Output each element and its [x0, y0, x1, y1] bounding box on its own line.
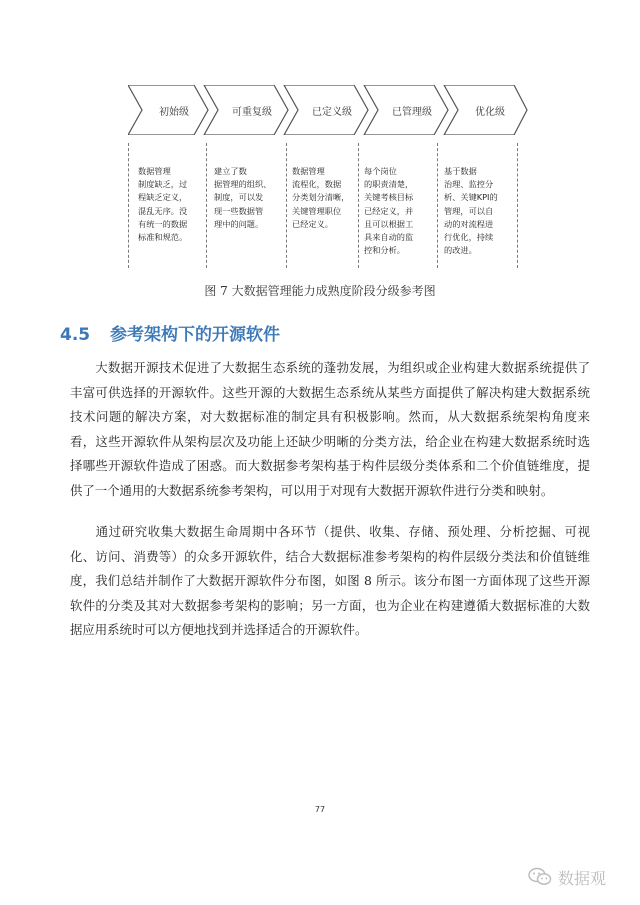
column-divider: [437, 143, 438, 268]
stage-description-managed: 每个岗位 的职责清楚， 关键考核目标 已经定义，并 且可以根据工 具来自动的监 控和分析。: [364, 166, 414, 256]
stage-description-optimizing: 基于数据 治理、监控分 析、关键KPI的 管理，可以自 动的对流程进 行优化，持续 的改进。: [444, 166, 498, 256]
stage-label-repeatable: 可重复级: [232, 107, 272, 118]
column-divider: [358, 143, 359, 268]
body-paragraph-2: [70, 520, 590, 643]
stage-label-optimizing: 优化级: [475, 107, 505, 118]
stage-description-defined: 数据管理 流程化，数据 分类划分清晰， 关键管理职位 已经定义。: [292, 166, 350, 229]
column-divider: [286, 143, 287, 268]
watermark: [528, 864, 606, 890]
stage-description-repeatable: 建立了数 据管理的组织、 制度，可以发 现一些数据管 理中的问题。: [214, 166, 272, 229]
page-number: 77: [314, 805, 326, 814]
column-divider: [128, 143, 129, 268]
section-number: 4.5: [60, 325, 91, 345]
column-divider: [517, 143, 518, 268]
watermark-text: 数据观: [558, 868, 607, 888]
wechat-icon: [528, 867, 552, 887]
maturity-process-diagram: [128, 85, 528, 135]
column-divider: [206, 143, 207, 268]
figure-caption: 图 7 大数据管理能力成熟度阶段分级参考图: [204, 284, 436, 298]
section-title: 参考架构下的开源软件: [109, 325, 280, 345]
paragraph-text: 大数据开源技术促进了大数据生态系统的蓬勃发展，为组织或企业构建大数据系统提供了丰富可供选择的开源软件。这些开源的大数据生态系统从某些方面提供了解决构建大数据系统技术问题的解决方案，对大数据标准的制定具有积极影响。然而，从大数据系统架构角度来看，这些开源软件从架构层次及功能上还缺少明晰的分类方法，给企业在构建大数据系统时选择哪些开源软件造成了困惑。而大数据参考架构基于构件层级分类体系和二个价值链维度，提供了一个通用的大数据系统参考架构，可以用于对现有大数据开源软件进行分类和映射。: [70, 360, 590, 498]
stage-label-defined: 已定义级: [312, 107, 352, 118]
stage-label-managed: 已管理级: [392, 107, 432, 118]
body-paragraph-1: [70, 356, 590, 503]
paragraph-text: 通过研究收集大数据生命周期中各环节（提供、收集、存储、预处理、分析挖掘、可视化、访问、消费等）的众多开源软件，结合大数据标准参考架构的构件层级分类法和价值链维度，我们总结并制作了大数据开源软件分布图，如图 8 所示。该分布图一方面体现了这些开源软件的分类及其对大数据参考架构的影响；另一方面，也为企业在构建遵循大数据标准的大数据应用系统时可以方便地找到并选择适合的开源软件。: [70, 524, 590, 637]
section-heading: [60, 320, 280, 345]
stage-label-initial: 初始级: [159, 107, 189, 118]
stage-description-initial: 数据管理 制度缺乏，过 程缺乏定义， 混乱无序。没 有统一的数据 标准和规范。: [138, 166, 188, 243]
